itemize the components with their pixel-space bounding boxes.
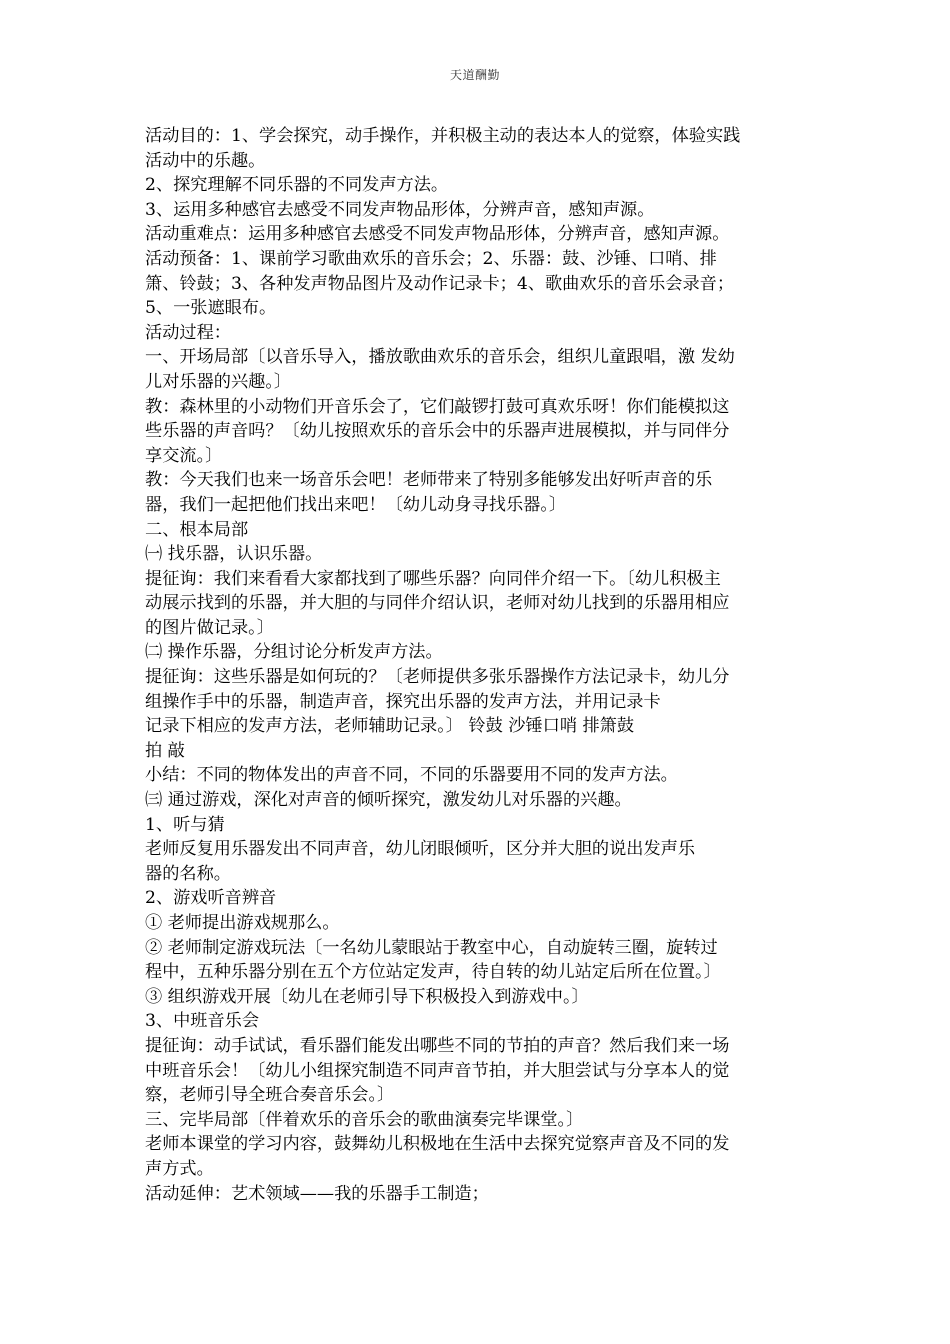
text-line: 记录下相应的发声方法，老师辅助记录。〕 铃鼓 沙锤口哨 排箫鼓 — [145, 716, 635, 737]
text-line: 享交流。〕 — [145, 445, 223, 466]
text-line: 5、一张遮眼布。 — [145, 298, 277, 319]
document-body — [145, 124, 815, 1206]
text-line: ㈡ 操作乐器，分组讨论分析发声方法。 — [145, 642, 443, 663]
text-line: 的图片做记录。〕 — [145, 617, 274, 638]
text-line: 儿对乐器的兴趣。〕 — [145, 371, 292, 392]
text-line: 器，我们一起把他们找出来吧！〔幼儿动身寻找乐器。〕 — [145, 494, 567, 515]
text-line: 组操作手中的乐器，制造声音，探究出乐器的发声方法，并用记录卡 — [145, 691, 661, 712]
text-line: 提征询：我们来看看大家都找到了哪些乐器？向同伴介绍一下。〔幼儿积极主 — [145, 568, 721, 589]
page-header: 天道酬勤 — [449, 68, 500, 82]
text-line: 动展示找到的乐器，并大胆的与同伴介绍认识，老师对幼儿找到的乐器用相应 — [145, 593, 730, 614]
text-line: 箫、铃鼓；3、各种发声物品图片及动作记录卡；4、歌曲欢乐的音乐会录音； — [145, 273, 735, 294]
text-line: 中班音乐会！〔幼儿小组探究制造不同声音节拍，并大胆尝试与分享本人的觉 — [145, 1060, 730, 1081]
text-line: 教：森林里的小动物们开音乐会了，它们敲锣打鼓可真欢乐呀！你们能模拟这 — [145, 396, 730, 417]
text-line: ㈢ 通过游戏，深化对声音的倾听探究，激发幼儿对乐器的兴趣。 — [145, 790, 632, 811]
text-line: 拍 敲 — [145, 740, 185, 761]
text-line: 小结：不同的物体发出的声音不同，不同的乐器要用不同的发声方法。 — [145, 765, 678, 786]
text-line: 声方式。 — [145, 1158, 214, 1179]
text-line: 3、运用多种感官去感受不同发声物品形体，分辨声音，感知声源。 — [145, 199, 655, 220]
text-line: 活动重难点：运用多种感官去感受不同发声物品形体，分辨声音，感知声源。 — [145, 224, 730, 245]
text-line: ① 老师提出游戏规那么。 — [145, 913, 340, 933]
text-line: 老师反复用乐器发出不同声音，幼儿闭眼倾听，区分并大胆的说出发声乐 — [145, 839, 696, 860]
text-line: 器的名称。 — [145, 863, 231, 884]
text-line: 一、开场局部〔以音乐导入，播放歌曲欢乐的音乐会，组织儿童跟唱，激 发幼 — [145, 347, 735, 368]
text-line: 三、完毕局部〔伴着欢乐的音乐会的歌曲演奏完毕课堂。〕 — [145, 1109, 584, 1130]
text-line: 程中，五种乐器分别在五个方位站定发声，待自转的幼儿站定后所在位置。〕 — [145, 962, 721, 983]
text-line: 2、探究理解不同乐器的不同发声方法。 — [145, 175, 449, 196]
text-line: 2、游戏听音辨音 — [145, 888, 277, 909]
text-line: 活动目的：1、学会探究，动手操作，并积极主动的表达本人的觉察，体验实践 — [145, 126, 741, 146]
text-line: ㈠ 找乐器，认识乐器。 — [145, 544, 323, 565]
text-line: 教：今天我们也来一场音乐会吧！老师带来了特别多能够发出好听声音的乐 — [145, 470, 713, 491]
text-line: 3、中班音乐会 — [145, 1011, 260, 1032]
text-line: ③ 组织游戏开展〔幼儿在老师引导下积极投入到游戏中。〕 — [145, 986, 589, 1007]
text-line: 活动中的乐趣。 — [145, 150, 266, 171]
text-line: 提征询：动手试试，看乐器们能发出哪些不同的节拍的声音？然后我们来一场 — [145, 1035, 730, 1056]
text-line: 些乐器的声音吗？〔幼儿按照欢乐的音乐会中的乐器声进展模拟，并与同伴分 — [145, 421, 730, 442]
text-line: 活动延伸：艺术领域——我的乐器手工制造； — [145, 1183, 489, 1204]
text-line: 老师本课堂的学习内容，鼓舞幼儿积极地在生活中去探究觉察声音及不同的发 — [145, 1134, 730, 1155]
text-line: 1、听与猜 — [145, 814, 225, 835]
text-line: 提征询：这些乐器是如何玩的？〔老师提供多张乐器操作方法记录卡，幼儿分 — [145, 667, 730, 688]
text-line: 活动预备：1、课前学习歌曲欢乐的音乐会；2、乐器：鼓、沙锤、口哨、排 — [145, 248, 717, 269]
text-line: ② 老师制定游戏玩法〔一名幼儿蒙眼站于教室中心，自动旋转三圈，旋转过 — [145, 937, 718, 958]
text-line: 活动过程： — [145, 322, 231, 343]
text-line: 察，老师引导全班合奏音乐会。〕 — [145, 1085, 395, 1106]
text-line: 二、根本局部 — [145, 519, 249, 540]
